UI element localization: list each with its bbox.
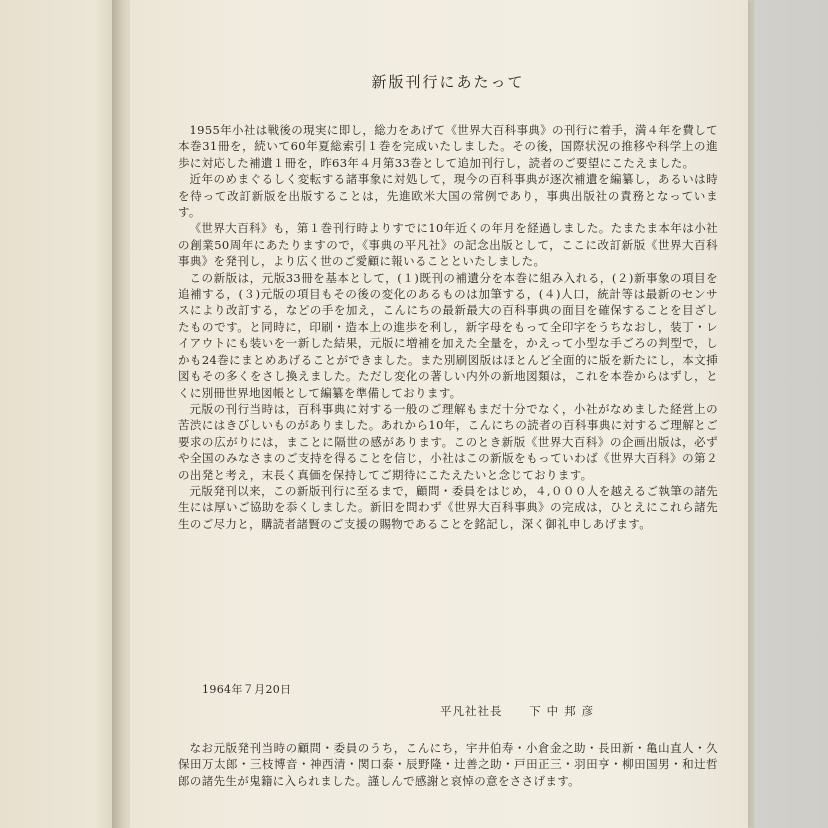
paragraph-2: 近年のめまぐるしく変転する諸事象に対処して，現今の百科事典が逐次補遺を編纂し，あるいは時を待って改訂新版を出版することは，先進欧米大国の常例であり，事典出版社の責務となっています。 [178, 172, 718, 220]
right-page [130, 0, 748, 828]
left-page [0, 0, 118, 828]
paragraph-1: 1955年小社は戦後の現実に即し，総力をあげて《世界大百科事典》の刊行に着手，満４年を費して本巻31冊を，続いて60年夏総索引１巻を完成いたしました。その後，国際状況の推移や科学上の進歩に対応した補遺１冊を，昨63年４月第33巻として追加刊行し，読者のご要望にこたえました。 [178, 123, 718, 170]
page-title: 新版刊行にあたって [371, 73, 525, 91]
paragraph-6: 元版発刊以来，この新版刊行に至るまで，顧問・委員をはじめ，４,０００人を越えるご執筆の諸先生には厚いご協助を忝くしました。新旧を問わず《世界大百科事典》の完成は，ひとえにこれら諸先生のご尽力と，購読者諸賢のご支援の賜物であることを銘記し，深く御礼申しあげます。 [178, 483, 718, 531]
memorial-note-text: なお元版発刊当時の顧問・委員のうち，こんにち，宇井伯寿・小倉金之助・長田新・亀山直人・久保田万太郎・三枝博音・神西清・関口泰・辰野隆・辻善之助・戸田正三・羽田亨・柳田国男・和辻哲郎の諸先生が鬼籍に入られました。謹しんで感謝と哀悼の意をささげます。 [178, 741, 718, 788]
date-line: 1964年７月20日 [202, 683, 292, 696]
signature-name: 下中邦彦 [529, 704, 600, 718]
preface-body [178, 122, 718, 532]
memorial-note [178, 740, 718, 789]
signature [440, 703, 599, 719]
paragraph-5: 元版の刊行当時は，百科事典に対する一般のご理解もまだ十分でなく，小社がなめました経営上の苦渋にはきびしいものがありました。あれから10年，こんにちの読者の百科事典に対するご理解とご要求の広がりには，まことに隔世の感があります。このとき新版《世界大百科》の企画出版は，必ずや全国のみなさまのご支持を得ることを信じ，小社はこの新版をもっていわば《世界大百科》の第２の出発と考え，末長く真価を保持してご期待にこたえたいと念じております。 [178, 401, 718, 482]
signature-role: 平凡社社長 [440, 704, 503, 718]
paragraph-3: 《世界大百科》も，第１巻刊行時よりすでに10年近くの年月を経過しました。たまたま本年は小社の創業50周年にあたりますので，《事典の平凡社》の記念出版として，ここに改訂新版《世界大百科事典》を発刊し，より広く世のご愛顧に報いることといたしました。 [178, 221, 718, 269]
paragraph-4: この新版は，元版33冊を基本として，(１)既刊の補遺分を本巻に組み入れる，(２)新事象の項目を追補する，(３)元版の項目もその後の変化のあるものは加筆する，(４)人口，統計等は最新のセンサスにより改訂する，などの手を加え，こんにちの最新最大の百科事典の面目を確保することを目ざしたものです。と同時に，印刷・造本上の進歩を利し，新字母をもって全印字をうちなおし，装丁・レイアウトにも装いを一新した結果，元版に増補を加えた全量を，かえって小型な手ごろの判型で，しかも24巻にまとめあげることができました。また別刷図版はほとんど全面的に版を新たにし，本文挿図もその多くをさし換えました。ただし変化の著しい内外の新地図類は，これを本巻からはずし，とくに別冊世界地図帳として編纂を準備しております。 [178, 270, 718, 400]
